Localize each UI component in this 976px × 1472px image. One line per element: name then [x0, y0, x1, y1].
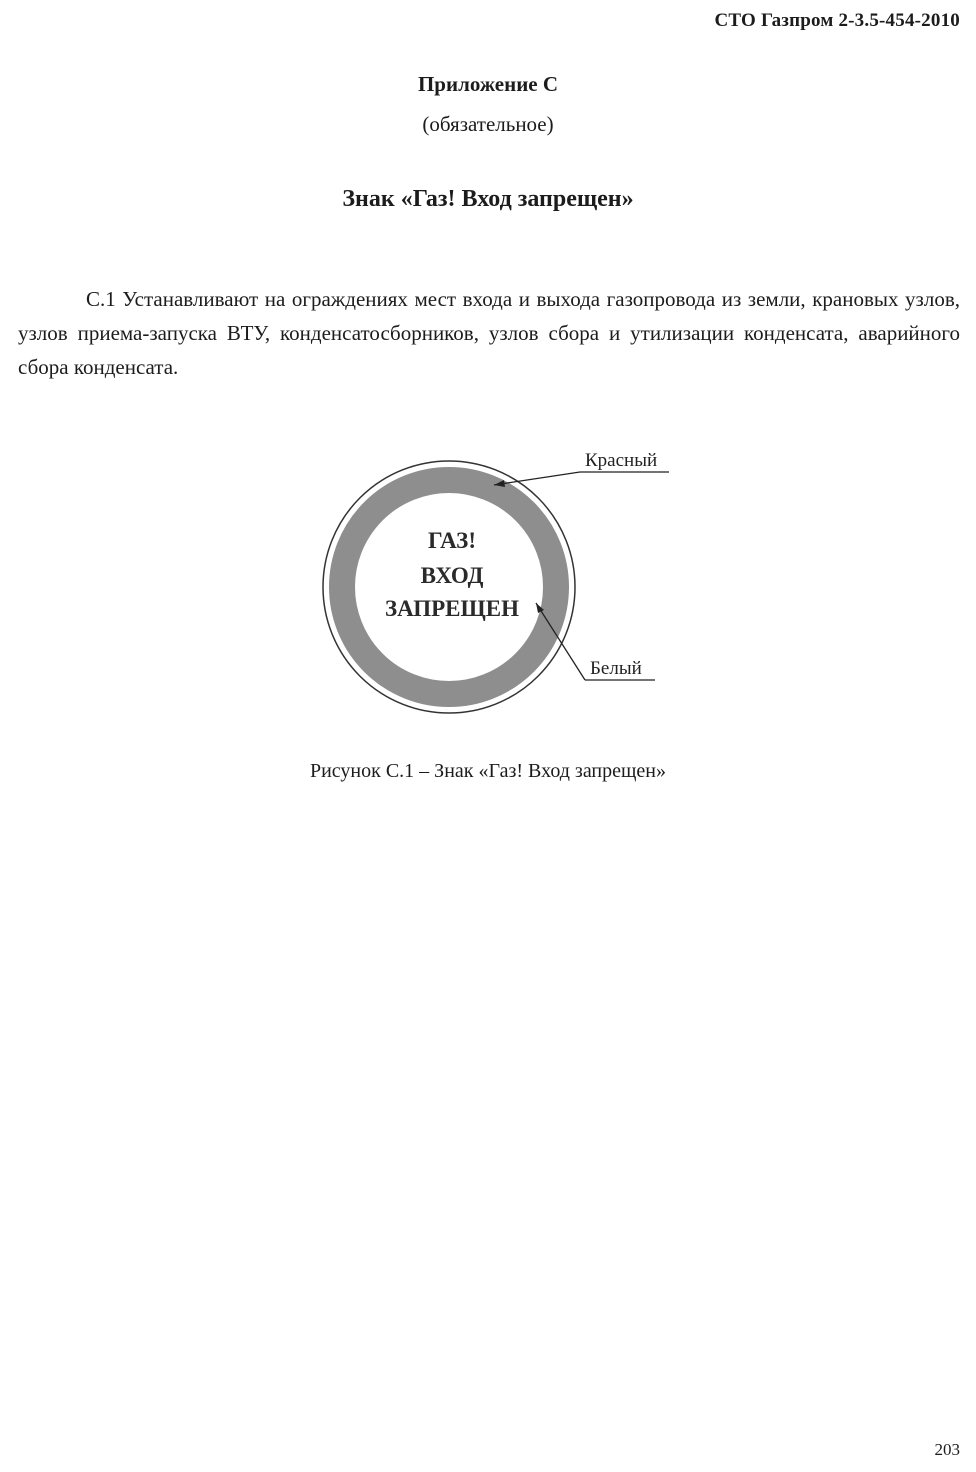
label-background: Белый	[590, 658, 642, 679]
label-ring: Красный	[585, 450, 658, 471]
document-code: СТО Газпром 2-3.5-454-2010	[714, 10, 960, 31]
page-number: 203	[934, 1440, 960, 1459]
sign-text-line-2: ВХОД	[420, 563, 484, 588]
paragraph-c1: С.1 Устанавливают на ограждениях мест входа и выхода газопровода из земли, крановых узлов, узлов приема-запуска ВТУ, конденсатосборников, узлов сбора и утилизации конденсата, аварийного сбора конденсата.	[18, 287, 960, 379]
appendix-status: (обязательное)	[422, 112, 554, 136]
leader-line-ring	[494, 472, 580, 485]
sign-text-line-3: ЗАПРЕЩЕН	[385, 596, 519, 621]
appendix-title: Приложение С	[417, 72, 559, 96]
figure-caption: Рисунок С.1 – Знак «Газ! Вход запрещен»	[309, 760, 666, 782]
sign-text-line-1: ГАЗ!	[428, 528, 476, 553]
section-title: Знак «Газ! Вход запрещен»	[342, 186, 634, 212]
